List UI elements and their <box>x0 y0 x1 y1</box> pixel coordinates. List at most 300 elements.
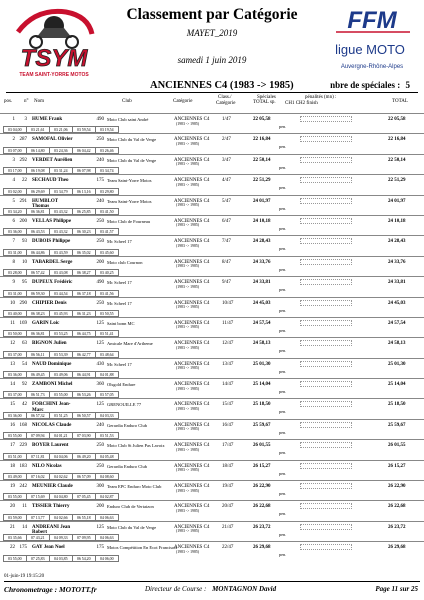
row-name: ZAMBONI Michel <box>32 382 73 388</box>
lap-time: 07 03,90 <box>72 432 96 439</box>
row-laps <box>3 167 118 174</box>
row-total: 25 01,30 <box>388 361 406 367</box>
row-class: 13/47 <box>222 361 234 367</box>
lap-time: 03 50,55 <box>95 310 119 317</box>
row-penalty-box <box>300 463 352 469</box>
row-class: 11/47 <box>222 320 234 326</box>
row-club: Motos Compétition En Ecot Francisois <box>107 545 178 551</box>
lap-time: 06 38,27 <box>72 269 96 276</box>
row-category-years: (1983 -> 1985) <box>176 182 200 187</box>
lap-time: 03 53,39 <box>49 351 73 358</box>
row-num: 242 <box>19 484 27 490</box>
results-table <box>0 113 424 562</box>
lap-time: 03 59,54 <box>72 126 96 133</box>
lap-time: 03 34,79 <box>49 188 73 195</box>
row-category-years: (1983 -> 1985) <box>176 223 200 228</box>
row-category-years: (1983 -> 1985) <box>176 468 200 473</box>
row-class: 18/47 <box>222 463 234 469</box>
row-name: SECHAUD Theo <box>32 178 69 184</box>
row-name: ANDREANI Jean <box>32 524 71 530</box>
row-num: 42 <box>22 402 27 408</box>
row-name: FORCHINI Jean- <box>32 402 71 408</box>
row-total: 24 58,13 <box>388 341 406 347</box>
row-class: 7/47 <box>222 239 231 245</box>
row-class: 15/47 <box>222 402 234 408</box>
row-category: ANCIENNES C4 <box>174 320 210 326</box>
table-row <box>0 317 424 337</box>
row-total-sp: 24 01,97 <box>253 198 271 204</box>
row-total: 24 01,97 <box>388 198 406 204</box>
row-category-years: (1983 -> 1985) <box>176 284 200 289</box>
lap-time: 04 06,63 <box>95 514 119 521</box>
lap-time: 06 31,23 <box>72 310 96 317</box>
col-class2: Catégorie <box>216 101 236 106</box>
lap-time: 03 35,66 <box>3 534 27 541</box>
row-total-sp: 26 29,68 <box>253 545 271 551</box>
row-num: 63 <box>22 341 27 347</box>
row-num: 93 <box>22 239 27 245</box>
row-laps <box>3 249 118 256</box>
row-category-years: (1983 -> 1985) <box>176 243 200 248</box>
tsym-logo-text: TSYM <box>20 45 88 72</box>
col-total: TOTAL <box>392 99 408 104</box>
lap-time: 06 59,30 <box>26 290 50 297</box>
lap-time: 03 28,00 <box>3 269 27 276</box>
row-category: ANCIENNES C4 <box>174 178 210 184</box>
nb-speciales-value: 5 <box>405 80 410 90</box>
lap-time: 03 21,61 <box>26 126 50 133</box>
row-category: ANCIENNES C4 <box>174 504 210 510</box>
lap-time: 03 34,74 <box>95 167 119 174</box>
row-total: 25 18,50 <box>388 402 406 408</box>
lap-time: 03 36,00 <box>3 371 27 378</box>
row-pos: 4 <box>12 178 15 184</box>
row-pos: 5 <box>12 198 15 204</box>
row-category: ANCIENNES C4 <box>174 402 210 408</box>
lap-time: 03 29,80 <box>95 188 119 195</box>
row-cylinder: 240 <box>96 422 104 428</box>
row-club: Mc Scheel 17 <box>107 280 132 286</box>
category-title: ANCIENNES C4 (1983 -> 1985) <box>150 80 294 91</box>
row-cylinder: 250 <box>96 463 104 469</box>
row-class: 21/47 <box>222 524 234 530</box>
row-category-years: (1983 -> 1985) <box>176 345 200 350</box>
row-num: 92 <box>22 382 27 388</box>
lap-time: 04 04,06 <box>49 453 73 460</box>
row-total-sp: 24 45,03 <box>253 300 271 306</box>
row-category: ANCIENNES C4 <box>174 484 210 490</box>
row-club: Olsgold Endure <box>107 382 136 388</box>
row-num: 14 <box>22 524 27 530</box>
lap-time: 06 42,77 <box>72 351 96 358</box>
row-category: ANCIENNES C4 <box>174 198 210 204</box>
row-category-years: (1983 -> 1985) <box>176 406 200 411</box>
row-club: GRENOUILLE 77 <box>107 402 142 408</box>
lap-time: 03 24,36 <box>49 147 73 154</box>
lap-time: 06 37,18 <box>72 290 96 297</box>
row-laps <box>3 188 118 195</box>
row-num: 95 <box>22 280 27 286</box>
row-pen-label: pen. <box>279 491 287 497</box>
row-penalty-box <box>300 422 352 428</box>
row-category-years: (1983 -> 1985) <box>176 508 200 513</box>
lap-time: 06 57,32 <box>26 412 50 419</box>
lap-time: 03 50,00 <box>3 330 27 337</box>
table-row <box>0 276 424 296</box>
row-pos: 14 <box>10 382 15 388</box>
row-cylinder: 490 <box>96 280 104 286</box>
lap-time: 04 02,66 <box>49 514 73 521</box>
row-laps <box>3 147 118 154</box>
row-pos: 19 <box>10 484 15 490</box>
row-total: 24 33,81 <box>388 280 406 286</box>
table-row <box>0 439 424 459</box>
row-total-sp: 26 22,68 <box>253 504 271 510</box>
row-club: Moto Club de Fourneau <box>107 218 151 224</box>
row-cylinder: 360 <box>96 382 104 388</box>
row-club: Moto Club du Val de Verge <box>107 157 157 163</box>
row-pen-label: pen. <box>279 327 287 333</box>
row-laps <box>3 453 118 460</box>
row-laps <box>3 228 118 235</box>
col-penalites: pénalités (mn) : <box>305 95 337 100</box>
row-pen-label: pen. <box>279 470 287 476</box>
row-club: Amicale Mare d'Artheme <box>107 341 153 347</box>
ffm-logo-region: Auvergne-Rhône-Alpes <box>340 64 404 70</box>
row-total: 24 10,18 <box>388 218 406 224</box>
row-total: 25 14,04 <box>388 382 406 388</box>
table-row <box>0 297 424 317</box>
row-total-sp: 26 23,72 <box>253 524 271 530</box>
row-category: ANCIENNES C4 <box>174 280 210 286</box>
row-total-sp: 22 16,84 <box>253 137 271 143</box>
lap-time: 04 08,60 <box>95 473 119 480</box>
table-row <box>0 541 424 561</box>
lap-time: 06 13,16 <box>72 188 96 195</box>
row-class: 8/47 <box>222 259 231 265</box>
row-name: GAY Jean Noel <box>32 545 65 551</box>
row-total-sp: 24 57,54 <box>253 320 271 326</box>
lap-time: 03 21,06 <box>49 126 73 133</box>
row-club: Gerardia Enduro Club <box>107 422 147 428</box>
row-class: 4/47 <box>222 178 231 184</box>
table-row <box>0 195 424 215</box>
table-row <box>0 358 424 378</box>
lap-time: 04 02,62 <box>49 473 73 480</box>
row-penalty-box <box>300 157 352 163</box>
row-total: 26 22,90 <box>388 484 406 490</box>
row-club: Moto Club du Val de Verge <box>107 137 157 143</box>
row-total: 26 23,72 <box>388 524 406 530</box>
lap-time: 03 37,00 <box>3 391 27 398</box>
row-cylinder: 300 <box>96 484 104 490</box>
row-pos: 16 <box>10 422 15 428</box>
row-total-sp: 25 01,30 <box>253 361 271 367</box>
lap-time: 03 51,53 <box>95 432 119 439</box>
row-num: 22 <box>22 178 27 184</box>
row-class: 5/47 <box>222 198 231 204</box>
row-pos: 17 <box>10 443 15 449</box>
row-pen-label: pen. <box>279 368 287 374</box>
lap-time: 04 03,85 <box>49 555 73 562</box>
row-penalty-box <box>300 361 352 367</box>
lap-time: 03 31,00 <box>3 249 27 256</box>
row-category: ANCIENNES C4 <box>174 239 210 245</box>
row-category: ANCIENNES C4 <box>174 117 210 122</box>
row-class: 1/47 <box>222 117 231 122</box>
row-name: HUME Frank <box>32 117 63 122</box>
row-pen-label: pen. <box>279 450 287 456</box>
row-club: Moto Club St Julien Pas Lavoix <box>107 443 165 449</box>
table-row <box>0 215 424 235</box>
footer-divider <box>4 581 420 582</box>
row-pen-label: pen. <box>279 552 287 558</box>
table-row <box>0 521 424 541</box>
row-penalty-box <box>300 503 352 509</box>
page-title: Classement par Catégorie <box>126 6 298 23</box>
row-pen-label: pen. <box>279 185 287 191</box>
lap-time: 03 17,00 <box>3 167 27 174</box>
row-category-years: (1983 -> 1985) <box>176 305 200 310</box>
lap-time: 06 14,80 <box>26 147 50 154</box>
row-pen-label: pen. <box>279 389 287 395</box>
ffm-logo-sub: ligue MOTO <box>335 42 405 57</box>
lap-time: 06 19,08 <box>26 167 50 174</box>
lap-time: 03 40,00 <box>3 310 27 317</box>
row-name: NILO Nicolas <box>32 463 62 469</box>
lap-time: 03 55,00 <box>3 432 27 439</box>
row-club: Team Saint-Yorre Motos <box>107 178 152 184</box>
row-total-sp: 26 22,90 <box>253 484 271 490</box>
col-nom: Nom <box>34 99 44 104</box>
row-name-line2: Robert <box>32 530 47 536</box>
row-category: ANCIENNES C4 <box>174 137 210 143</box>
row-class: 10/47 <box>222 300 234 306</box>
row-num: 10 <box>22 259 27 265</box>
row-pen-label: pen. <box>279 307 287 313</box>
row-laps <box>3 473 118 480</box>
category-divider <box>6 92 418 93</box>
row-category: ANCIENNES C4 <box>174 218 210 224</box>
row-category-years: (1983 -> 1985) <box>176 427 200 432</box>
lap-time: 06 57,42 <box>26 269 50 276</box>
row-pen-label: pen. <box>279 144 287 150</box>
row-cylinder: 125 <box>96 524 104 530</box>
row-class: 12/47 <box>222 341 234 347</box>
row-laps <box>3 493 118 500</box>
row-club: Enduro Club de Vertaizon <box>107 504 154 510</box>
row-pos: 18 <box>10 463 15 469</box>
row-num: 229 <box>19 443 27 449</box>
row-total: 24 45,03 <box>388 300 406 306</box>
row-name: MEUNIER Claude <box>32 484 73 490</box>
row-class: 9/47 <box>222 280 231 286</box>
row-penalty-box <box>300 238 352 244</box>
row-cylinder: 430 <box>96 361 104 367</box>
row-club: Mc Scheel 17 <box>107 361 132 367</box>
row-class: 20/47 <box>222 504 234 510</box>
col-categorie: Catégorie <box>173 99 193 104</box>
row-penalty-box <box>300 442 352 448</box>
lap-time: 03 55,00 <box>3 493 27 500</box>
row-pos: 8 <box>12 259 15 265</box>
row-category-years: (1983 -> 1985) <box>176 549 200 554</box>
lap-time: 03 44,54 <box>49 290 73 297</box>
row-pen-label: pen. <box>279 164 287 170</box>
lap-time: 06 07,98 <box>72 167 96 174</box>
event-date: samedi 1 juin 2019 <box>177 55 247 65</box>
row-club: Team Saint-Yorre Motos <box>107 198 152 204</box>
lap-time: 07 15,69 <box>26 493 50 500</box>
lap-time: 04 04,80 <box>49 493 73 500</box>
row-pos: 12 <box>10 341 15 347</box>
row-name: BIGNON Julien <box>32 341 67 347</box>
row-pen-label: pen. <box>279 225 287 231</box>
row-name: TABARDEL Serge <box>32 259 73 265</box>
row-num: 54 <box>22 361 27 367</box>
row-pos: 11 <box>10 320 15 326</box>
table-row <box>0 337 424 357</box>
row-pen-label: pen. <box>279 531 287 537</box>
lap-time: 04 02,87 <box>95 493 119 500</box>
row-cylinder: 175 <box>96 178 104 184</box>
row-category: ANCIENNES C4 <box>174 545 210 551</box>
row-penalty-box <box>300 136 352 142</box>
row-total: 22 50,14 <box>388 157 406 163</box>
row-total-sp: 22 50,14 <box>253 157 271 163</box>
row-pos: 2 <box>12 137 15 143</box>
row-name: DUPEUX Frédéric <box>32 280 73 286</box>
row-pos: 7 <box>12 239 15 245</box>
row-cylinder: 250 <box>96 218 104 224</box>
lap-time: 06 50,57 <box>72 412 96 419</box>
row-category-years: (1983 -> 1985) <box>176 162 200 167</box>
row-total: 26 22,68 <box>388 504 406 510</box>
row-total-sp: 24 58,13 <box>253 341 271 347</box>
print-date: 01-juin-19 19:15:20 <box>4 574 45 579</box>
row-total: 24 33,76 <box>388 259 406 265</box>
lap-time: 06 56,11 <box>26 351 50 358</box>
row-name: SAMOFAL Olivier <box>32 137 73 143</box>
row-pos: 10 <box>10 300 15 306</box>
row-num: 183 <box>19 463 27 469</box>
row-category-years: (1983 -> 1985) <box>176 366 200 371</box>
lap-time: 03 31,24 <box>49 167 73 174</box>
row-pen-label: pen. <box>279 409 287 415</box>
row-club: Moto Club du Val de Verge <box>107 524 157 530</box>
lap-time: 03 41,56 <box>95 290 119 297</box>
row-total: 22 51,29 <box>388 178 406 184</box>
footer-director <box>145 585 276 593</box>
row-category: ANCIENNES C4 <box>174 300 210 306</box>
footer-page: Page 11 sur 25 <box>375 585 418 593</box>
row-cylinder: 125 <box>96 402 104 408</box>
row-category: ANCIENNES C4 <box>174 524 210 530</box>
row-cylinder: 125 <box>96 341 104 347</box>
row-total: 26 01,55 <box>388 443 406 449</box>
row-pos: 22 <box>10 545 15 551</box>
row-pen-label: pen. <box>279 511 287 517</box>
nb-speciales <box>330 80 410 90</box>
row-pos: 9 <box>12 280 15 286</box>
table-row <box>0 500 424 520</box>
col-class1: Class./ <box>218 95 232 100</box>
lap-time: 03 40,25 <box>95 269 119 276</box>
lap-time: 03 49,00 <box>3 473 27 480</box>
lap-time: 03 43,32 <box>49 228 73 235</box>
lap-time: 07 16,02 <box>26 473 50 480</box>
lap-time: 03 04,00 <box>3 126 27 133</box>
row-class: 14/47 <box>222 382 234 388</box>
table-row <box>0 398 424 418</box>
lap-time: 03 51,00 <box>3 453 27 460</box>
row-club: Moto Club saint André <box>107 117 149 122</box>
row-pen-label: pen. <box>279 246 287 252</box>
row-penalty-box <box>300 381 352 387</box>
lap-time: 07 13,77 <box>26 514 50 521</box>
lap-time: 06 54,20 <box>72 555 96 562</box>
lap-time: 06 29,69 <box>26 188 50 195</box>
row-penalty-box <box>300 198 352 204</box>
lap-time: 06 44,91 <box>72 371 96 378</box>
lap-time: 06 25,85 <box>72 208 96 215</box>
row-pen-label: pen. <box>279 205 287 211</box>
footer-timing: Chronometrage : MOTOTT.fr <box>4 585 97 594</box>
row-pos: 1 <box>12 117 15 122</box>
row-category-years: (1983 -> 1985) <box>176 325 200 330</box>
row-laps <box>3 351 118 358</box>
row-penalty-box <box>300 340 352 346</box>
lap-time: 03 43,59 <box>49 249 73 256</box>
lap-time: 06 57,09 <box>72 473 96 480</box>
row-club: Gerardia Enduro Club <box>107 463 147 469</box>
row-total: 25 59,67 <box>388 422 406 428</box>
row-category: ANCIENNES C4 <box>174 259 210 265</box>
row-laps <box>3 330 118 337</box>
row-total: 26 15,27 <box>388 463 406 469</box>
row-cylinder: 250 <box>96 137 104 143</box>
row-name: GARIN Loic <box>32 320 60 326</box>
row-pen-label: pen. <box>279 348 287 354</box>
row-laps <box>3 412 118 419</box>
row-total-sp: 26 01,55 <box>253 443 271 449</box>
row-total: 26 29,68 <box>388 545 406 551</box>
row-cylinder: 240 <box>96 157 104 163</box>
row-name: HUMBLOT <box>32 198 59 204</box>
row-category-years: (1983 -> 1985) <box>176 141 200 146</box>
row-num: 287 <box>19 137 27 143</box>
row-pos: 21 <box>10 524 15 530</box>
lap-time: 06 49,45 <box>26 371 50 378</box>
row-class: 22/47 <box>222 545 234 551</box>
lap-time: 04 01,21 <box>49 432 73 439</box>
table-header <box>0 94 424 110</box>
row-total-sp: 25 14,04 <box>253 382 271 388</box>
lap-time: 06 04,42 <box>72 147 96 154</box>
row-category: ANCIENNES C4 <box>174 463 210 469</box>
lap-time: 03 43,32 <box>49 208 73 215</box>
row-name-line2: Thomas <box>32 204 50 210</box>
table-row <box>0 460 424 480</box>
row-total-sp: 25 59,67 <box>253 422 271 428</box>
row-cylinder: 240 <box>96 198 104 204</box>
row-class: 19/47 <box>222 484 234 490</box>
row-num: 291 <box>19 198 27 204</box>
lap-time: 07 25,83 <box>26 555 50 562</box>
row-total-sp: 25 18,50 <box>253 402 271 408</box>
lap-time: 03 59,00 <box>3 514 27 521</box>
table-row <box>0 113 424 133</box>
